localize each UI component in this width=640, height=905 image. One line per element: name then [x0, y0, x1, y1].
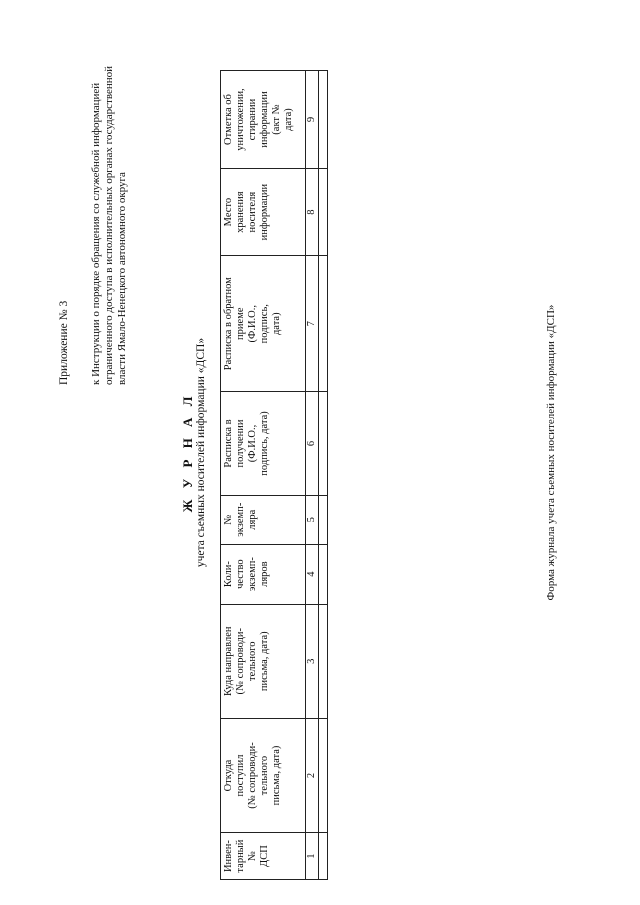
empty-cell	[319, 604, 328, 718]
empty-cell	[319, 718, 328, 832]
column-number: 4	[306, 544, 319, 604]
header-cell: Расписка в обратном приеме (Ф.И.О., подпись, дата)	[221, 256, 306, 392]
column-number: 3	[306, 604, 319, 718]
form-caption: Форма журнала учета съемных носителей информации «ДСП»	[545, 304, 557, 601]
header-cell: Отметка об уничтожении, стирании информации (акт № дата)	[221, 71, 306, 169]
journal-table	[220, 70, 328, 880]
header-row	[221, 71, 306, 880]
journal-title: Ж У Р Н А Л	[180, 392, 195, 513]
column-number: 2	[306, 718, 319, 832]
empty-entry-row	[319, 71, 328, 880]
empty-cell	[319, 71, 328, 169]
column-number: 5	[306, 495, 319, 544]
header-cell: № экземп- ляра	[221, 495, 306, 544]
column-number-row	[306, 71, 319, 880]
instruction-reference: к Инструкции о порядке обращения со служебной информацией ограниченного доступа в исполнительных органах государственной власти Ямало-Ненецкого автономного округа	[90, 65, 128, 385]
empty-cell	[319, 392, 328, 495]
header-cell: Коли- чество экземп- ляров	[221, 544, 306, 604]
column-number: 1	[306, 833, 319, 880]
appendix-label: Приложение № 3	[58, 300, 70, 385]
empty-cell	[319, 169, 328, 256]
header-cell: Инвен- тарный № ДСП	[221, 833, 306, 880]
header-cell: Расписка в получении (Ф.И.О., подпись, дата)	[221, 392, 306, 495]
empty-cell	[319, 256, 328, 392]
column-number: 9	[306, 71, 319, 169]
column-number: 8	[306, 169, 319, 256]
empty-cell	[319, 495, 328, 544]
journal-subtitle: учета съемных носителей информации «ДСП»	[195, 337, 207, 568]
header-cell: Откуда поступил (№ сопроводи- тельного письма, дата)	[221, 718, 306, 832]
header-cell: Место хранения носителя информации	[221, 169, 306, 256]
column-number: 6	[306, 392, 319, 495]
empty-cell	[319, 833, 328, 880]
column-number: 7	[306, 256, 319, 392]
header-cell: Куда направлен (№ сопроводи- тельного письма, дата)	[221, 604, 306, 718]
empty-cell	[319, 544, 328, 604]
